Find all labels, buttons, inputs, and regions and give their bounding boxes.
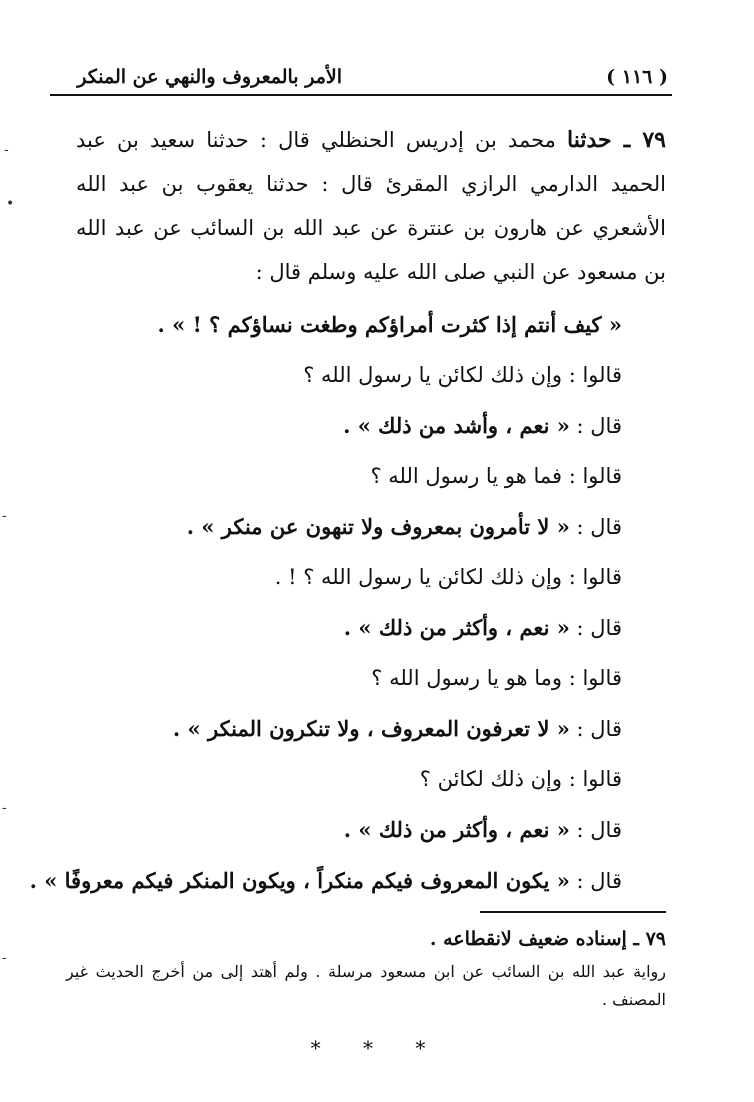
dialogue-line bbox=[173, 716, 622, 741]
margin-mark: - bbox=[4, 142, 9, 158]
dialogue-speaker: قال : bbox=[576, 818, 622, 842]
dialogue-speaker: قالوا : bbox=[568, 766, 622, 791]
dialogue-speaker: قال : bbox=[576, 414, 622, 438]
dialogue-speaker: قال : bbox=[576, 717, 622, 741]
dialogue-text: « نعم ، وأشد من ذلك » . bbox=[343, 413, 570, 438]
ornament-stars: * * * bbox=[310, 1036, 444, 1060]
footnote-separator bbox=[480, 911, 666, 913]
margin-mark: - bbox=[2, 950, 7, 966]
dialogue-text: وإن ذلك لكائن ؟ bbox=[419, 766, 563, 791]
dialogue-line bbox=[303, 363, 622, 387]
margin-mark: • bbox=[6, 196, 15, 212]
dialogue-text: « نعم ، وأكثر من ذلك » . bbox=[343, 615, 570, 640]
dialogue-line bbox=[158, 312, 622, 337]
dialogue-line bbox=[344, 817, 622, 842]
dialogue-text: « يكون المعروف فيكم منكراً ، ويكون المنكر فيكم معروفًا » . bbox=[29, 867, 570, 893]
dialogue-line bbox=[420, 767, 622, 791]
dialogue-text: « كيف أنتم إذا كثرت أمراؤكم وطغت نساؤكم ؟ ! » . bbox=[157, 312, 622, 337]
dialogue-text: « لا تأمرون بمعروف ولا تنهون عن منكر » . bbox=[186, 514, 570, 539]
margin-mark: - bbox=[2, 800, 7, 816]
running-title: الأمر بالمعروف والنهي عن المنكر bbox=[77, 66, 342, 88]
dialogue-speaker: قال : bbox=[576, 868, 622, 893]
dialogue-line bbox=[187, 514, 622, 539]
dialogue-line bbox=[343, 413, 622, 438]
dialogue-text: وإن ذلك لكائن يا رسول الله ؟ bbox=[303, 362, 563, 387]
dialogue-speaker: قال : bbox=[576, 616, 622, 640]
dialogue-text: وإن ذلك لكائن يا رسول الله ؟ ! . bbox=[274, 564, 563, 589]
footnote-text: رواية عبد الله بن السائب عن ابن مسعود مرسلة . ولم أهتد إلى من أخرج الحديث غير المصنف . bbox=[66, 962, 666, 1009]
margin-mark: - bbox=[2, 508, 7, 524]
dialogue-line bbox=[344, 615, 622, 640]
hadith-number-lead: ٧٩ ـ حدثنا bbox=[567, 127, 666, 153]
hadith-isnad bbox=[76, 118, 666, 294]
page-header bbox=[50, 62, 672, 96]
dialogue-line bbox=[370, 464, 622, 488]
dialogue-speaker: قالوا : bbox=[568, 665, 622, 690]
dialogue-speaker: قالوا : bbox=[568, 564, 622, 589]
hadith-chain-text: محمد بن إدريس الحنظلي قال : حدثنا سعيد بن عبد الحميد الدارمي الرازي المقرئ قال : حدثنا يعقوب بن عبد الله الأشعري عن هارون بن عنترة عن عبد الله بن السائب عن عبد الله بن مسعود عن النبي صلى الله عليه وسلم قال : bbox=[76, 128, 666, 284]
dialogue-speaker: قالوا : bbox=[568, 362, 622, 387]
dialogue-line bbox=[30, 868, 622, 893]
dialogue-line bbox=[371, 666, 622, 690]
dialogue-text: فما هو يا رسول الله ؟ bbox=[370, 463, 563, 488]
dialogue-speaker: قالوا : bbox=[568, 463, 622, 488]
footnote-title: ٧٩ ـ إسناده ضعيف لانقطاعه . bbox=[429, 928, 666, 950]
page-number: ( ١١٦ ) bbox=[606, 66, 668, 88]
dialogue-text: « لا تعرفون المعروف ، ولا تنكرون المنكر » . bbox=[172, 716, 570, 741]
dialogue-line bbox=[275, 565, 622, 589]
dialogue-text: وما هو يا رسول الله ؟ bbox=[371, 665, 563, 690]
dialogue-speaker: قال : bbox=[576, 515, 622, 539]
dialogue-text: « نعم ، وأكثر من ذلك » . bbox=[343, 817, 570, 842]
